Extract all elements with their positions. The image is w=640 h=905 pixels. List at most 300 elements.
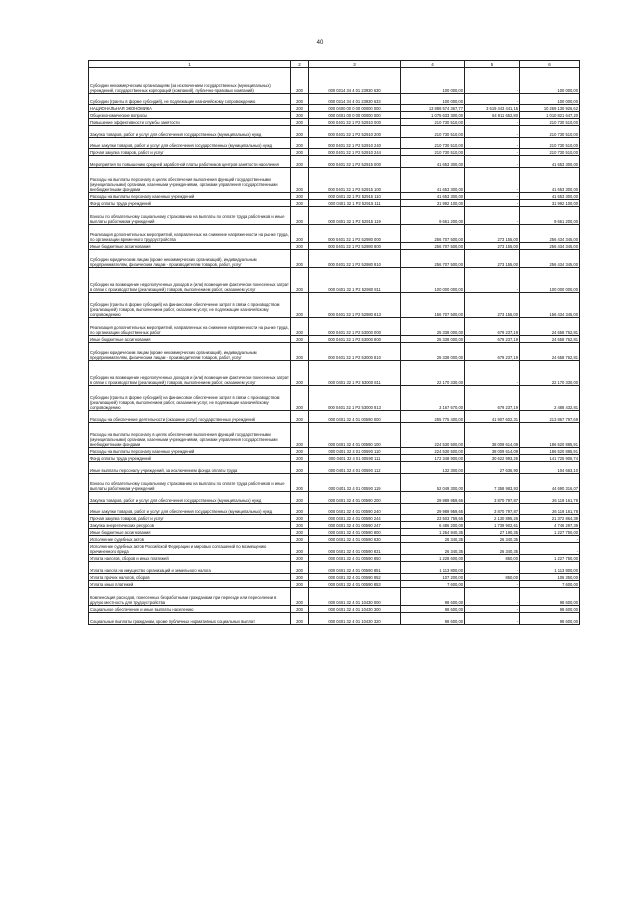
row-budget-code: 000 0401 32 4 01 00590 240 [309,504,401,515]
table-row [89,504,580,515]
row-line-code: 200 [291,423,309,448]
row-approved-amount: 29 989 959,65 [401,504,465,515]
row-line-code: 200 [291,361,309,386]
row-budget-code: 000 0401 32 4 01 00590 853 [309,581,401,588]
table-row [89,193,580,200]
table-body [89,68,580,625]
row-approved-amount: 210 730 510,00 [401,119,465,126]
row-name: Закупка энергетических ресурсов [89,522,291,529]
row-executed-amount: - [465,361,520,386]
row-line-code: 200 [291,474,309,492]
row-budget-code: 000 0401 32 4 01 10430 320 [309,613,401,625]
row-budget-code: 000 0401 32 1 P2 52980 800 [309,243,401,250]
row-line-code: 200 [291,138,309,149]
row-approved-amount: 98 600,00 [401,606,465,613]
table-row [89,529,580,536]
row-budget-code: 000 0401 32 1 P2 52980 811 [309,268,401,293]
table-row [89,156,580,168]
row-line-code: 200 [291,555,309,562]
row-executed-amount: 273 155,00 [465,250,520,268]
row-executed-amount: 30 622 993,26 [465,455,520,462]
row-name: Исполнение судебных актов [89,536,291,543]
row-name: НАЦИОНАЛЬНАЯ ЭКОНОМИКА [89,105,291,112]
row-approved-amount: 224 530 500,00 [401,423,465,448]
row-remaining-amount: 213 867 797,69 [520,411,580,423]
table-row [89,126,580,138]
row-remaining-amount: 31 992 100,00 [520,200,580,207]
row-name: Субсидии на возмещение недополученных доходов и (или) возмещение фактически понесенных затрат в связи с производством (реализацией) товаров, выполнением работ, оказанием услуг [89,361,291,386]
row-executed-amount: 1 739 902,61 [465,522,520,529]
row-executed-amount: - [465,613,520,625]
row-remaining-amount: 9 661 200,00 [520,207,580,225]
row-name: Социальное обеспечение и иные выплаты населению [89,606,291,613]
row-name: Расходы на выплаты персоналу казенных учреждений [89,448,291,455]
row-budget-code: 000 0401 32 1 P2 52915 000 [309,156,401,168]
row-executed-amount: 41 907 602,31 [465,411,520,423]
row-remaining-amount: 1 227 750,00 [520,529,580,536]
table-header [89,61,580,68]
row-line-code: 200 [291,504,309,515]
row-executed-amount: - [465,156,520,168]
row-executed-amount: 679 237,19 [465,318,520,336]
row-name: Социальные выплаты гражданам, кроме публичных нормативных социальных выплат [89,613,291,625]
row-approved-amount: 210 730 510,00 [401,138,465,149]
row-approved-amount: 31 992 100,00 [401,200,465,207]
row-name: Субсидии юридическим лицам (кроме некоммерческих организаций), индивидуальным предпринимателям, физическим лицам - производителям товаров, работ, услуг [89,343,291,361]
row-line-code: 200 [291,149,309,156]
row-executed-amount: - [465,581,520,588]
row-line-code: 200 [291,243,309,250]
row-approved-amount: 1 228 600,00 [401,555,465,562]
table-row [89,200,580,207]
row-name: Взносы по обязательному социальному страхованию на выплаты по оплате труда работников и иные выплаты работникам учреждений [89,474,291,492]
row-remaining-amount: 2 488 432,81 [520,386,580,411]
row-budget-code: 000 0401 32 4 01 00590 800 [309,529,401,536]
row-line-code: 200 [291,200,309,207]
page-number: 40 [316,40,324,46]
column-header: 2 [291,61,309,68]
row-approved-amount: 210 730 510,00 [401,149,465,156]
row-budget-code: 000 0401 00 0 00 00000 000 [309,112,401,119]
table-row [89,606,580,613]
row-approved-amount: 41 653 300,00 [401,156,465,168]
row-name: Общеэкономические вопросы [89,112,291,119]
row-line-code: 200 [291,543,309,555]
row-line-code: 200 [291,529,309,536]
row-remaining-amount: 1 113 800,00 [520,562,580,574]
row-remaining-amount: - [520,543,580,555]
row-approved-amount: 98 600,00 [401,588,465,606]
row-remaining-amount: 44 690 316,07 [520,474,580,492]
row-approved-amount: 100 000,00 [401,68,465,94]
row-remaining-amount: 210 730 510,00 [520,149,580,156]
row-approved-amount: 25 338 000,00 [401,318,465,336]
row-executed-amount: 3 619 443 441,15 [465,105,520,112]
row-approved-amount: 1 075 633 300,00 [401,112,465,119]
row-budget-code: 000 0401 32 4 01 00590 119 [309,474,401,492]
row-name: Уплата прочих налогов, сборов [89,574,291,581]
row-budget-code: 000 0401 32 4 01 00590 111 [309,455,401,462]
row-approved-amount: 256 707 500,00 [401,225,465,243]
row-budget-code: 000 0401 32 1 P2 52910 244 [309,149,401,156]
row-budget-code: 000 0401 32 4 01 00590 830 [309,536,401,543]
row-budget-code: 000 0401 32 1 P2 52915 110 [309,193,401,200]
column-header: 5 [465,61,520,68]
row-line-code: 200 [291,613,309,625]
row-budget-code: 000 0401 32 1 P2 53000 810 [309,343,401,361]
row-name: Уплата иных платежей [89,581,291,588]
column-header: 6 [520,61,580,68]
table-row [89,361,580,386]
table-row [89,462,580,474]
row-executed-amount: 273 155,00 [465,225,520,243]
row-approved-amount: 256 707 500,00 [401,243,465,250]
row-budget-code: 000 0401 32 1 P2 53000 811 [309,361,401,386]
row-name: Исполнение судебных актов Российской Федерации и мировых соглашений по возмещению причиненного вреда [89,543,291,555]
table-row [89,492,580,504]
row-executed-amount: 850,00 [465,555,520,562]
row-line-code: 200 [291,336,309,343]
row-line-code: 200 [291,343,309,361]
row-executed-amount: - [465,200,520,207]
table-row [89,543,580,555]
row-remaining-amount: 210 730 510,00 [520,138,580,149]
row-executed-amount: 38 009 614,09 [465,448,520,455]
row-budget-code: 000 0314 34 4 01 23930 633 [309,94,401,105]
row-approved-amount: 9 661 200,00 [401,207,465,225]
row-budget-code: 000 0401 32 1 P2 52915 119 [309,207,401,225]
row-approved-amount: 22 170 330,00 [401,361,465,386]
row-executed-amount: 26 340,35 [465,543,520,555]
row-remaining-amount: 100 000,00 [520,68,580,94]
row-approved-amount: 256 707 500,00 [401,250,465,268]
table-row [89,613,580,625]
row-budget-code: 000 0401 32 4 01 00590 244 [309,515,401,522]
table-row [89,119,580,126]
row-executed-amount: - [465,562,520,574]
table-row [89,536,580,543]
row-line-code: 200 [291,386,309,411]
table-row [89,581,580,588]
row-name: Расходы на выплаты персоналу в целях обеспечения выполнения функций государственными (муниципальными) органами, казенными учреждениями, органами управления государственными внебюджетными фондами [89,168,291,193]
row-line-code: 200 [291,119,309,126]
row-line-code: 200 [291,94,309,105]
row-remaining-amount: 256 434 345,00 [520,225,580,243]
row-approved-amount: 25 338 000,00 [401,343,465,361]
row-executed-amount: 273 155,00 [465,243,520,250]
row-budget-code: 000 0401 32 4 01 00590 000 [309,411,401,423]
row-budget-code: 000 0401 32 1 P2 52910 240 [309,138,401,149]
row-remaining-amount: 210 730 510,00 [520,119,580,126]
table-row [89,293,580,318]
row-line-code: 200 [291,225,309,243]
row-remaining-amount: 26 119 161,78 [520,492,580,504]
table-row [89,555,580,562]
row-approved-amount: 41 653 300,00 [401,193,465,200]
table-row [89,149,580,156]
row-approved-amount: 1 113 800,00 [401,562,465,574]
row-line-code: 200 [291,606,309,613]
table-row [89,423,580,448]
row-line-code: 200 [291,112,309,119]
row-remaining-amount: 24 658 762,81 [520,336,580,343]
table-row [89,574,580,581]
row-remaining-amount: 100 000,00 [520,94,580,105]
row-remaining-amount: 156 434 345,00 [520,293,580,318]
row-name: Уплата налогов, сборов и иных платежей [89,555,291,562]
row-approved-amount: 13 888 574 367,77 [401,105,465,112]
row-budget-code: 000 0401 32 4 01 00590 850 [309,555,401,562]
table-row [89,318,580,336]
row-name: Взносы по обязательному социальному страхованию на выплаты по оплате труда работников и иные выплаты работникам учреждений [89,207,291,225]
row-remaining-amount: 22 170 330,00 [520,361,580,386]
row-executed-amount: 27 636,90 [465,462,520,474]
row-approved-amount: 255 775 400,00 [401,411,465,423]
row-remaining-amount: 7 600,00 [520,581,580,588]
column-number-row [89,61,580,68]
row-approved-amount: 98 600,00 [401,613,465,625]
row-line-code: 200 [291,105,309,112]
table-row [89,94,580,105]
row-line-code: 200 [291,318,309,336]
row-line-code: 200 [291,462,309,474]
row-remaining-amount: 41 653 300,00 [520,168,580,193]
table-row [89,343,580,361]
row-executed-amount: 3 870 797,87 [465,492,520,504]
row-name: Фонд оплаты труда учреждений [89,200,291,207]
table-row [89,411,580,423]
row-executed-amount: - [465,68,520,94]
row-name: Расходы на выплаты персоналу в целях обеспечения выполнения функций государственными (муниципальными) органами, казенными учреждениями, органами управления государственными внебюджетными фондами [89,423,291,448]
row-line-code: 200 [291,250,309,268]
row-approved-amount: 6 486 200,00 [401,522,465,529]
row-executed-amount: - [465,119,520,126]
column-header: 4 [401,61,465,68]
row-name: Закупка товаров, работ и услуг для обеспечения государственных (муниципальных) нужд [89,492,291,504]
row-line-code: 200 [291,581,309,588]
row-executed-amount: 2 130 895,26 [465,515,520,522]
row-executed-amount: 38 009 614,09 [465,423,520,448]
row-line-code: 200 [291,448,309,455]
row-remaining-amount: 106 350,00 [520,574,580,581]
table-row [89,336,580,343]
row-approved-amount: 107 200,00 [401,574,465,581]
row-line-code: 200 [291,293,309,318]
row-name: Реализация дополнительных мероприятий, направленных на снижение напряженности на рынке труда, по организации временного трудоустройства [89,225,291,243]
row-line-code: 200 [291,522,309,529]
row-budget-code: 000 0401 32 4 01 00590 247 [309,522,401,529]
row-remaining-amount: 21 372 864,39 [520,515,580,522]
row-line-code: 200 [291,455,309,462]
row-approved-amount: 7 600,00 [401,581,465,588]
row-executed-amount: 7 358 983,93 [465,474,520,492]
row-budget-code: 000 0401 32 4 01 00590 100 [309,423,401,448]
table-row [89,112,580,119]
row-name: Иные выплаты персоналу учреждений, за исключением фонда оплаты труда [89,462,291,474]
row-budget-code: 000 0401 32 1 P2 53000 000 [309,318,401,336]
row-executed-amount: 3 870 797,87 [465,504,520,515]
row-remaining-amount: 41 653 300,00 [520,193,580,200]
row-budget-code: 000 0401 32 4 01 10430 000 [309,588,401,606]
row-name: Иные бюджетные ассигнования [89,243,291,250]
row-executed-amount: - [465,193,520,200]
row-remaining-amount: 26 119 161,78 [520,504,580,515]
row-name: Фонд оплаты труда учреждений [89,455,291,462]
row-budget-code: 000 0401 32 1 P2 52910 200 [309,126,401,138]
row-remaining-amount: - [520,536,580,543]
row-budget-code: 000 0401 32 1 P2 52980 810 [309,250,401,268]
row-line-code: 200 [291,126,309,138]
row-line-code: 200 [291,588,309,606]
row-line-code: 200 [291,411,309,423]
row-name: Расходы на обеспечение деятельности (оказание услуг) государственных учреждений [89,411,291,423]
row-remaining-amount: 141 725 906,74 [520,455,580,462]
row-name: Субсидии на возмещение недополученных доходов и (или) возмещение фактически понесенных затрат в связи с производством (реализацией) товаров, выполнением работ, оказанием услуг [89,268,291,293]
row-name: Иные бюджетные ассигнования [89,529,291,536]
table-row [89,455,580,462]
row-remaining-amount: 256 434 345,00 [520,250,580,268]
table-row [89,243,580,250]
row-name: Прочая закупка товаров, работ и услуг [89,515,291,522]
column-header: 3 [309,61,401,68]
row-name: Субсидии юридическим лицам (кроме некоммерческих организаций), индивидуальным предпринимателям, физическим лицам - производителям товаров, работ, услуг [89,250,291,268]
row-budget-code: 000 0314 34 4 01 23930 630 [309,68,401,94]
row-budget-code: 000 0401 32 1 P2 53000 800 [309,336,401,343]
row-remaining-amount: 100 000 000,00 [520,268,580,293]
row-approved-amount: 29 989 959,65 [401,492,465,504]
budget-execution-table [88,60,580,625]
row-remaining-amount: 98 600,00 [520,606,580,613]
row-name: Иные бюджетные ассигнования [89,336,291,343]
row-line-code: 200 [291,207,309,225]
table-row [89,225,580,243]
table-row [89,448,580,455]
row-approved-amount: 52 049 300,00 [401,474,465,492]
row-budget-code: 000 0401 32 1 P2 52980 813 [309,293,401,318]
table-row [89,250,580,268]
row-executed-amount: 850,00 [465,574,520,581]
row-budget-code: 000 0401 32 4 01 10430 300 [309,606,401,613]
row-name: Субсидии (гранты в форме субсидий) на финансовое обеспечение затрат в связи с производством (реализацией) товаров, выполнением работ, оказанием услуг, не подлежащие казначейскому сопровождению [89,386,291,411]
row-approved-amount: 210 730 510,00 [401,126,465,138]
row-executed-amount: - [465,168,520,193]
row-budget-code: 000 0401 32 1 P2 52915 111 [309,200,401,207]
row-approved-amount: 224 530 500,00 [401,448,465,455]
row-line-code: 200 [291,68,309,94]
row-remaining-amount: 4 746 297,39 [520,522,580,529]
row-name: Иные закупки товаров, работ и услуг для обеспечения государственных (муниципальных) нужд [89,138,291,149]
row-approved-amount: 172 348 900,00 [401,455,465,462]
row-name: Субсидии (гранты в форме субсидий), не подлежащие казначейскому сопровождению [89,94,291,105]
row-approved-amount: 1 254 940,35 [401,529,465,536]
table-row [89,522,580,529]
row-approved-amount: 100 000,00 [401,94,465,105]
row-executed-amount: 679 237,19 [465,386,520,411]
row-executed-amount: 64 811 652,80 [465,112,520,119]
row-remaining-amount: 1 227 750,00 [520,555,580,562]
row-budget-code: 000 0401 32 1 P2 53000 813 [309,386,401,411]
row-executed-amount: - [465,126,520,138]
table-row [89,168,580,193]
row-budget-code: 000 0401 32 4 01 00590 831 [309,543,401,555]
row-budget-code: 000 0401 32 1 P2 52980 000 [309,225,401,243]
row-executed-amount: 27 190,35 [465,529,520,536]
column-header: 1 [89,61,291,68]
row-approved-amount: 25 338 000,00 [401,336,465,343]
row-executed-amount: - [465,207,520,225]
row-approved-amount: 156 707 500,00 [401,293,465,318]
row-line-code: 200 [291,574,309,581]
table-row [89,562,580,574]
row-budget-code: 000 0401 32 4 01 00590 852 [309,574,401,581]
row-remaining-amount: 186 520 885,91 [520,423,580,448]
row-line-code: 200 [291,536,309,543]
row-approved-amount: 41 653 300,00 [401,168,465,193]
row-name: Компенсация расходов, понесенных безработными гражданами при переезде или переселении в другую местность для трудоустройства [89,588,291,606]
row-approved-amount: 26 340,35 [401,536,465,543]
row-line-code: 200 [291,492,309,504]
row-approved-amount: 132 300,00 [401,462,465,474]
table-row [89,386,580,411]
row-name: Реализация дополнительных мероприятий, направленных на снижение напряженности на рынке труда, по организации общественных работ [89,318,291,336]
row-name: Прочая закупка товаров, работ и услуг [89,149,291,156]
row-budget-code: 000 0401 32 1 P2 52910 000 [309,119,401,126]
row-name: Мероприятия по повышению средней заработной платы работников центров занятости населения [89,156,291,168]
row-budget-code: 000 0401 32 1 P2 52915 100 [309,168,401,193]
row-remaining-amount: 104 663,10 [520,462,580,474]
table-row [89,474,580,492]
row-remaining-amount: 10 269 130 926,62 [520,105,580,112]
row-line-code: 200 [291,156,309,168]
table-row [89,515,580,522]
table-row [89,138,580,149]
row-remaining-amount: 24 658 762,81 [520,318,580,336]
row-name: Субсидии (гранты в форме субсидий) на финансовое обеспечение затрат в связи с производством (реализацией) товаров, выполнением работ, оказанием услуг, не подлежащие казначейскому сопровождению [89,293,291,318]
row-line-code: 200 [291,193,309,200]
row-line-code: 200 [291,562,309,574]
row-executed-amount: 679 237,19 [465,336,520,343]
row-approved-amount: 26 340,35 [401,543,465,555]
row-remaining-amount: 98 600,00 [520,588,580,606]
row-remaining-amount: 98 600,00 [520,613,580,625]
row-approved-amount: 100 000 000,00 [401,268,465,293]
table-row [89,105,580,112]
row-executed-amount: 273 155,00 [465,293,520,318]
row-budget-code: 000 0401 32 4 01 00590 110 [309,448,401,455]
row-executed-amount: - [465,268,520,293]
row-line-code: 200 [291,515,309,522]
row-executed-amount: - [465,138,520,149]
table-row [89,207,580,225]
table-row [89,268,580,293]
row-executed-amount: 679 237,19 [465,343,520,361]
row-name: Уплата налога на имущество организаций и земельного налога [89,562,291,574]
row-line-code: 200 [291,168,309,193]
row-budget-code: 000 0401 32 4 01 00590 851 [309,562,401,574]
row-remaining-amount: 41 653 300,00 [520,156,580,168]
row-name: Закупка товаров, работ и услуг для обеспечения государственных (муниципальных) нужд [89,126,291,138]
row-remaining-amount: 186 520 885,91 [520,448,580,455]
table-row [89,588,580,606]
row-name: Повышение эффективности службы занятости [89,119,291,126]
row-executed-amount: - [465,149,520,156]
row-executed-amount: 26 340,35 [465,536,520,543]
table-row [89,68,580,94]
row-name: Субсидии некоммерческим организациям (за исключением государственных (муниципальных) учреждений, государственных корпораций (компаний), публично-правовых компаний) [89,68,291,94]
row-approved-amount: 23 503 759,65 [401,515,465,522]
row-budget-code: 000 0400 00 0 00 00000 000 [309,105,401,112]
row-line-code: 200 [291,268,309,293]
